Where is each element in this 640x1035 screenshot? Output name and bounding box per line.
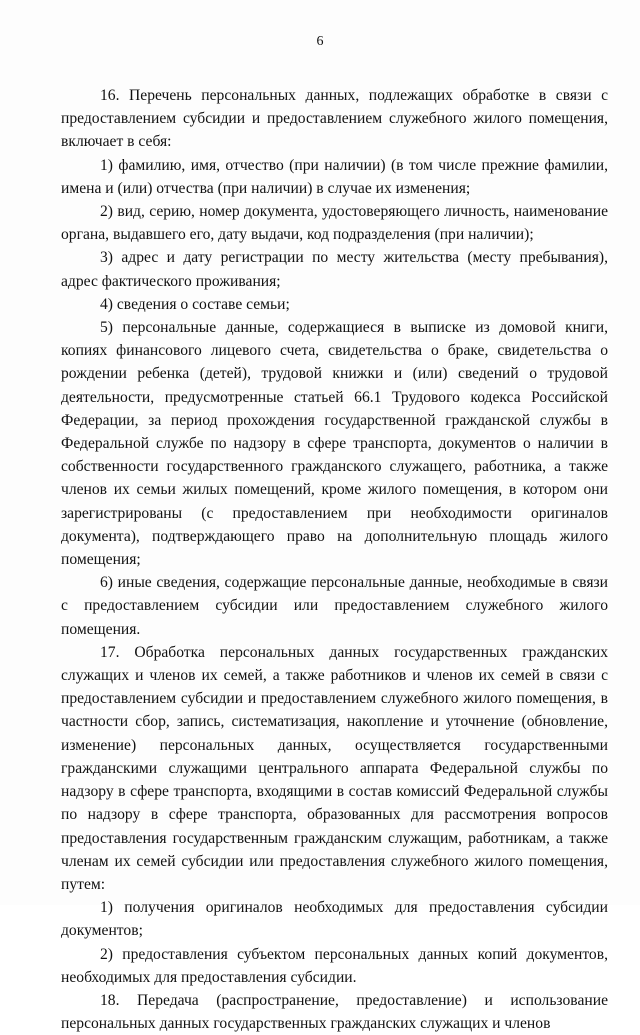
paragraph-16-item-4: 4) сведения о составе семьи; [100,295,290,313]
paragraph-17-item-1: 1) получения оригиналов необходимых для предоставления субсидии документов; [61,899,608,940]
paragraph-17-item-2: 2) предоставления субъектом персональных данных копий документов, необходимых для предоставления субсидии. [61,945,608,986]
paragraph-16-intro: 16. Перечень персональных данных, подлежащих обработке в связи с предоставлением субсидии и предоставлением служебного жилого помещения, включает в себя: [61,87,608,151]
paragraph-16-item-2: 2) вид, серию, номер документа, удостоверяющего личность, наименование органа, выдавшего его, дату выдачи, код подразделения (при наличии); [61,203,608,244]
paragraph-16-item-3: 3) адрес и дату регистрации по месту жительства (месту пребывания), адрес фактического проживания; [61,249,608,290]
paragraph-16-item-5: 5) персональные данные, содержащиеся в выписке из домовой книги, копиях финансового лицевого счета, свидетельства о браке, свидетельства о рождении ребенка (детей), трудовой книжки и (или) сведений о трудовой деятельности, предусмотренные статьей 66.1 Трудового кодекса Российской Федерации, за период прохождения государственной гражданской службы в Федеральной службе по надзору в сфере транспорта, документов о наличии в собственности государственного гражданского служащего, работника, а также членов их семьи жилых помещений, кроме жилого помещения, в котором они зарегистрированы (с предоставлением при необходимости оригиналов документа), подтверждающего право на дополнительную площадь жилого помещения; [61,319,608,569]
document-body [61,84,608,1035]
paragraph-16-item-6: 6) иные сведения, содержащие персональные данные, необходимые в связи с предоставлением субсидии или предоставлением служебного жилого помещения. [61,574,608,638]
page-number: 6 [316,34,324,49]
paragraph-18-intro: 18. Передача (распространение, предоставление) и использование персональных данных государственных гражданских служащих и членов [61,991,608,1033]
paragraph-17-intro: 17. Обработка персональных данных государственных гражданских служащих и членов их семей, а также работников и членов их семей в связи с предоставлением субсидии и предоставлением служебного жилого помещения, в частности сбор, запись, систематизация, накопление и уточнение (обновление, изменение) персональных данных, осуществляется государственными гражданскими служащими центрального аппарата Федеральной службы по надзору в сфере транспорта, входящими в состав комиссий Федеральной службы по надзору в сфере транспорта, образованных для рассмотрения вопросов предоставления государственным гражданским служащим, работникам, а также членам их семей субсидии или предоставления служебного жилого помещения, путем: [61,643,608,893]
paragraph-16-item-1: 1) фамилию, имя, отчество (при наличии) (в том числе прежние фамилии, имена и (или) отчества (при наличии) в случае их изменения; [61,156,608,197]
